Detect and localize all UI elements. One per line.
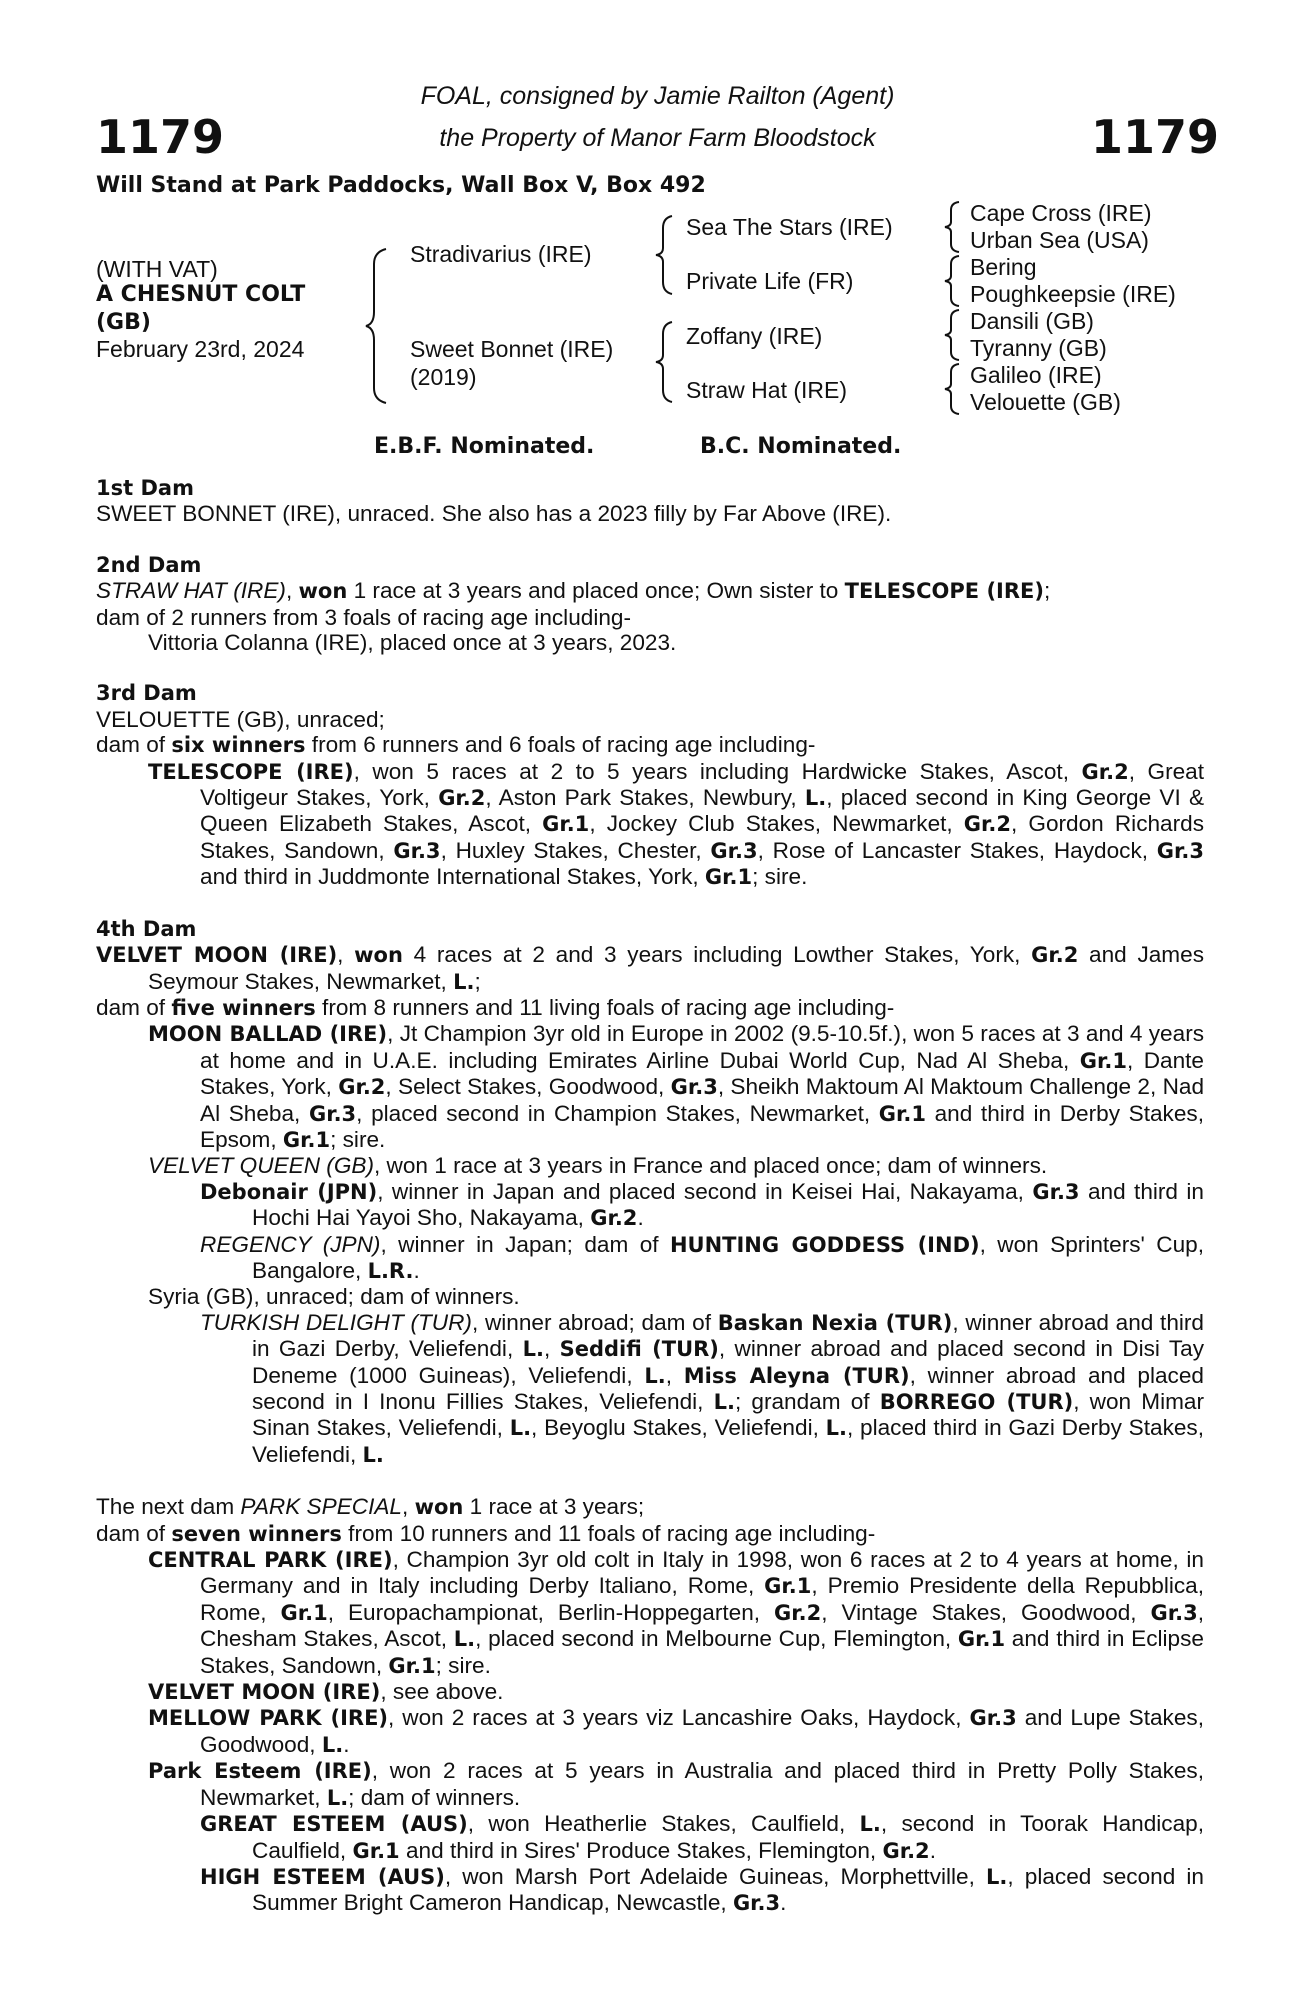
text: , xyxy=(285,578,299,604)
horse-name: Seddifi (TUR) xyxy=(559,1337,719,1362)
horse-name: TURKISH DELIGHT (TUR) xyxy=(200,1309,472,1335)
grade: Gr.2 xyxy=(438,786,486,811)
dam-sire: Zoffany (IRE) xyxy=(686,323,823,349)
catalogue-body xyxy=(96,476,1204,1917)
text: . xyxy=(780,1890,787,1916)
next-dam-produce xyxy=(96,1521,1204,1547)
text: , Rose of Lancaster Stakes, Haydock, xyxy=(757,837,1157,863)
consignor-line: FOAL, consigned by Jamie Railton (Agent) xyxy=(420,82,895,110)
text: 4 races at 2 and 3 years including Lowther Stakes, York, xyxy=(402,942,1032,968)
text: 1 race at 3 years; xyxy=(463,1494,645,1520)
text: , placed second in Summer Bright Cameron Handicap, Newcastle, xyxy=(252,1863,1204,1916)
text: , winner abroad and placed second in I Inonu Fillies Stakes, Veliefendi, xyxy=(252,1362,1204,1414)
grade: L. xyxy=(453,1627,476,1652)
horse-name: CENTRAL PARK (IRE) xyxy=(148,1548,393,1573)
produce-entry xyxy=(148,1705,1204,1758)
text: , won Marsh Port Adelaide Guineas, Morphettville, xyxy=(444,1863,987,1889)
text: , won Mimar Sinan Stakes, Veliefendi, xyxy=(252,1389,1205,1441)
text: , Dante Stakes, York, xyxy=(200,1047,1204,1100)
grade: Gr.2 xyxy=(1031,943,1079,968)
grade: L. xyxy=(644,1363,666,1388)
ggp-dansili: Dansili (GB) xyxy=(970,308,1094,334)
foaled-date: February 23rd, 2024 xyxy=(96,336,305,362)
fourth-dam-produce xyxy=(96,995,1204,1021)
grade: Gr.1 xyxy=(704,865,753,890)
text: , Chesham Stakes, Ascot, xyxy=(200,1599,1204,1652)
produce-entry xyxy=(148,759,1204,891)
produce-entry xyxy=(148,1547,1204,1679)
produce-entry xyxy=(200,1179,1204,1232)
text: , Europachampionat, Berlin-Hoppegarten, xyxy=(327,1599,775,1625)
text: . xyxy=(343,1731,350,1757)
text: ; sire. xyxy=(752,864,808,890)
grade: L. xyxy=(859,1812,881,1837)
grade: L. xyxy=(321,1732,344,1757)
text: from 8 runners and 11 living foals of racing age including- xyxy=(315,994,895,1020)
won-bold: won xyxy=(298,579,348,604)
text: and Lupe Stakes, Goodwood, xyxy=(200,1705,1204,1757)
text: , winner abroad and placed second in Disi Tay Deneme (1000 Guineas), Veliefendi, xyxy=(252,1336,1205,1388)
third-dam-produce xyxy=(96,732,1204,758)
horse-name: GREAT ESTEEM (AUS) xyxy=(200,1812,468,1837)
text: , winner in Japan; dam of xyxy=(380,1231,670,1257)
text: , won Heatherlie Stakes, Caulfield, xyxy=(467,1811,860,1837)
grade: Gr.1 xyxy=(388,1653,436,1678)
dam-year: (2019) xyxy=(410,364,477,390)
ggp-urban-sea: Urban Sea (USA) xyxy=(970,227,1149,253)
text: . xyxy=(929,1837,936,1863)
standing-line: Will Stand at Park Paddocks, Wall Box V, Box 492 xyxy=(96,173,706,198)
horse-name: HIGH ESTEEM (AUS) xyxy=(200,1864,445,1889)
text: and third in Sires' Produce Stakes, Flemington, xyxy=(399,1837,883,1863)
produce-entry xyxy=(200,1310,1204,1468)
text: dam of xyxy=(96,732,172,758)
text: 1 race at 3 years and placed once; Own sister to xyxy=(347,578,845,604)
horse-name: Debonair (JPN) xyxy=(200,1179,378,1204)
section-fourth-dam: 4th Dam xyxy=(96,916,197,941)
ggp-cape-cross: Cape Cross (IRE) xyxy=(970,200,1152,226)
grade: L. xyxy=(453,969,475,994)
produce-entry xyxy=(148,1021,1204,1153)
ebf-nominated: E.B.F. Nominated. xyxy=(374,434,595,459)
lot-number-left: 1179 xyxy=(96,110,225,164)
grade: L. xyxy=(509,1416,532,1441)
text: ; xyxy=(474,968,481,994)
text: , Great Voltigeur Stakes, York, xyxy=(200,758,1205,811)
second-dam-entry xyxy=(96,578,1204,604)
horse-name: TELESCOPE (IRE) xyxy=(844,579,1044,604)
sire-brace xyxy=(654,214,678,296)
bc-nominated: B.C. Nominated. xyxy=(700,434,902,459)
text: , won 5 races at 2 to 5 years including Hardwicke Stakes, Ascot, xyxy=(353,758,1082,784)
text: ; sire. xyxy=(435,1652,491,1678)
winners-count: five winners xyxy=(171,995,316,1020)
grade: L. xyxy=(522,1337,544,1362)
horse-name: BORREGO (TUR) xyxy=(879,1390,1074,1414)
text: , Sheikh Maktoum Al Maktoum Challenge 2, Nad Al Sheba, xyxy=(200,1074,1205,1126)
text: , Select Stakes, Goodwood, xyxy=(385,1074,671,1100)
winners-count: seven winners xyxy=(171,1521,342,1546)
text: , placed second in Melbourne Cup, Flemington, xyxy=(475,1626,958,1652)
dam-name: STRAW HAT (IRE) xyxy=(96,578,286,604)
grade: L. xyxy=(986,1864,1008,1889)
horse-name: Park Esteem (IRE) xyxy=(148,1759,372,1784)
grade: Gr.2 xyxy=(774,1600,822,1625)
vat-note: (WITH VAT) xyxy=(96,256,218,282)
text: , won 1 race at 3 years in France and placed once; dam of winners. xyxy=(374,1153,1048,1179)
won-bold: won xyxy=(414,1495,464,1520)
horse-name: Baskan Nexia (TUR) xyxy=(717,1310,953,1335)
text: , placed second in Champion Stakes, Newmarket, xyxy=(356,1100,879,1126)
grade: L. xyxy=(825,1416,847,1441)
sire-name: Stradivarius (IRE) xyxy=(410,241,592,267)
text: dam of xyxy=(96,994,172,1020)
horse-name: VELVET QUEEN (GB) xyxy=(148,1153,374,1179)
grade: Gr.3 xyxy=(1032,1179,1080,1204)
section-third-dam: 3rd Dam xyxy=(96,681,197,706)
horse-name: VELVET MOON (IRE) xyxy=(96,943,338,968)
text: , placed second in King George VI & Queen Elizabeth Stakes, Ascot, xyxy=(200,785,1205,837)
text: , winner abroad; dam of xyxy=(471,1309,718,1335)
text: ; xyxy=(1043,578,1051,604)
winners-count: six winners xyxy=(171,733,306,758)
text: , Aston Park Stakes, Newbury, xyxy=(485,785,805,811)
text: and third in Eclipse Stakes, Sandown, xyxy=(200,1626,1204,1678)
grade: Gr.3 xyxy=(710,838,758,863)
ggp-tyranny: Tyranny (GB) xyxy=(970,335,1107,361)
grade: Gr.3 xyxy=(969,1706,1017,1731)
text: and James Seymour Stakes, Newmarket, xyxy=(148,942,1204,994)
sire-sire: Sea The Stars (IRE) xyxy=(686,214,893,240)
grade: L. xyxy=(713,1390,735,1414)
horse-name: VELVET MOON (IRE) xyxy=(148,1680,381,1705)
first-dam-text: SWEET BONNET (IRE), unraced. She also has a 2023 filly by Far Above (IRE). xyxy=(96,501,892,527)
text: , placed third in Gazi Derby Stakes, Veliefendi, xyxy=(252,1415,1204,1467)
grade: Gr.3 xyxy=(670,1075,718,1100)
lot-number-right: 1179 xyxy=(1090,110,1219,164)
grade: Gr.1 xyxy=(764,1574,812,1599)
sire-dam: Private Life (FR) xyxy=(686,268,854,294)
text: , Jt Champion 3yr old in Europe in 2002 (9.5-10.5f.), won 5 races at 3 and 4 years at home and in U.A.E. including Emirates Airline Dubai World Cup, Nad Al Sheba, xyxy=(200,1021,1205,1073)
grade: Gr.2 xyxy=(590,1206,638,1231)
grade: Gr.1 xyxy=(282,1127,331,1152)
dam-name: Sweet Bonnet (IRE) xyxy=(410,336,614,362)
horse-name: HUNTING GODDESS (IND) xyxy=(669,1232,980,1257)
dam-dam: Straw Hat (IRE) xyxy=(686,377,848,403)
text: , xyxy=(337,942,355,968)
next-dam-entry xyxy=(96,1494,1204,1520)
ggp-bering: Bering xyxy=(970,254,1037,280)
text: from 6 runners and 6 foals of racing age including- xyxy=(305,732,816,758)
text: dam of xyxy=(96,1520,172,1546)
ggp-poughkeepsie: Poughkeepsie (IRE) xyxy=(970,281,1176,307)
ggp-galileo: Galileo (IRE) xyxy=(970,362,1102,388)
text: from 10 runners and 11 foals of racing age including- xyxy=(341,1520,876,1546)
produce-entry xyxy=(200,1811,1204,1864)
ggp-brace-3 xyxy=(942,308,964,362)
text: , Beyoglu Stakes, Veliefendi, xyxy=(531,1415,826,1441)
grade: Gr.1 xyxy=(878,1101,926,1126)
text: and third in Hochi Hai Yayoi Sho, Nakayama, xyxy=(252,1178,1204,1231)
horse-name: REGENCY (JPN) xyxy=(200,1231,381,1257)
text: . xyxy=(637,1205,644,1231)
grade: Gr.3 xyxy=(1150,1600,1198,1625)
text: ; dam of winners. xyxy=(348,1784,521,1810)
text: , winner in Japan and placed second in Keisei Hai, Nakayama, xyxy=(377,1178,1033,1204)
grade: Gr.1 xyxy=(1079,1048,1127,1073)
text: , second in Toorak Handicap, Caulfield, xyxy=(252,1811,1204,1863)
text: , xyxy=(543,1336,560,1362)
produce-entry: Vittoria Colanna (IRE), placed once at 3 years, 2023. xyxy=(148,630,677,656)
grade: Gr.1 xyxy=(957,1627,1006,1652)
produce-entry: Syria (GB), unraced; dam of winners. xyxy=(148,1284,520,1310)
produce-entry xyxy=(200,1864,1204,1917)
ggp-brace-4 xyxy=(942,362,964,416)
grade: Gr.3 xyxy=(732,1891,781,1916)
dam-brace xyxy=(654,320,678,404)
ggp-velouette: Velouette (GB) xyxy=(970,389,1121,415)
dam-name: PARK SPECIAL xyxy=(240,1494,402,1520)
grade: L. xyxy=(362,1442,384,1467)
third-dam-text: VELOUETTE (GB), unraced; xyxy=(96,706,385,732)
text: , xyxy=(402,1494,415,1520)
text: ; grandam of xyxy=(734,1389,880,1414)
grade: L.R. xyxy=(367,1258,414,1283)
grade: Gr.1 xyxy=(542,812,590,837)
text: , Gordon Richards Stakes, Sandown, xyxy=(200,811,1205,863)
grade: L. xyxy=(326,1785,349,1810)
grade: Gr.3 xyxy=(308,1101,357,1126)
grade: L. xyxy=(804,786,827,811)
horse-name: Miss Aleyna (TUR) xyxy=(683,1363,910,1388)
text: and third in Juddmonte International Stakes, York, xyxy=(200,864,705,890)
grade: Gr.2 xyxy=(1081,759,1129,784)
text: , Champion 3yr old colt in Italy in 1998, won 6 races at 2 to 4 years at home, in Germany and in Italy including Derby Italiano, Rome, xyxy=(200,1547,1204,1599)
second-dam-produce: dam of 2 runners from 3 foals of racing age including- xyxy=(96,604,632,630)
text: The next dam xyxy=(96,1494,241,1520)
produce-entry xyxy=(148,1758,1204,1811)
produce-entry xyxy=(148,1679,1204,1705)
text: , Premio Presidente della Repubblica, Rome, xyxy=(200,1573,1204,1625)
text: ; sire. xyxy=(330,1126,386,1152)
produce-entry xyxy=(148,1153,1204,1178)
text: , winner abroad and third in Gazi Derby, Veliefendi, xyxy=(252,1309,1204,1362)
grade: Gr.1 xyxy=(352,1838,400,1863)
produce-entry xyxy=(200,1232,1204,1285)
grade: Gr.2 xyxy=(963,812,1011,837)
text: , see above. xyxy=(380,1679,504,1705)
text: , won Sprinters' Cup, Bangalore, xyxy=(252,1231,1204,1283)
grade: Gr.2 xyxy=(338,1075,386,1100)
pedigree-brace-main xyxy=(364,246,394,406)
text: , xyxy=(665,1362,684,1388)
text: , Jockey Club Stakes, Newmarket, xyxy=(589,811,964,837)
horse-name: MOON BALLAD (IRE) xyxy=(148,1022,388,1047)
text: , won 2 races at 3 years viz Lancashire Oaks, Haydock, xyxy=(388,1705,970,1731)
section-second-dam: 2nd Dam xyxy=(96,552,202,577)
horse-name: MELLOW PARK (IRE) xyxy=(148,1706,389,1731)
grade: Gr.3 xyxy=(393,838,441,863)
horse-name: TELESCOPE (IRE) xyxy=(148,759,354,784)
text: , Vintage Stakes, Goodwood, xyxy=(821,1599,1151,1625)
ggp-brace-1 xyxy=(942,200,964,254)
text: and third in Derby Stakes, Epsom, xyxy=(200,1100,1204,1152)
ggp-brace-2 xyxy=(942,254,964,308)
horse-name: A CHESNUT COLT xyxy=(96,282,306,307)
property-line: the Property of Manor Farm Bloodstock xyxy=(439,124,876,152)
text: , won 2 races at 5 years in Australia and placed third in Pretty Polly Stakes, Newmarket, xyxy=(200,1758,1205,1810)
grade: Gr.2 xyxy=(882,1838,930,1863)
grade: Gr.1 xyxy=(280,1600,328,1625)
text: , Huxley Stakes, Chester, xyxy=(440,837,711,863)
grade: Gr.3 xyxy=(1156,838,1204,863)
fourth-dam-entry xyxy=(96,942,1204,995)
horse-name-country: (GB) xyxy=(96,310,151,335)
section-first-dam: 1st Dam xyxy=(96,476,194,500)
text: . xyxy=(413,1257,420,1283)
won-bold: won xyxy=(354,943,403,968)
